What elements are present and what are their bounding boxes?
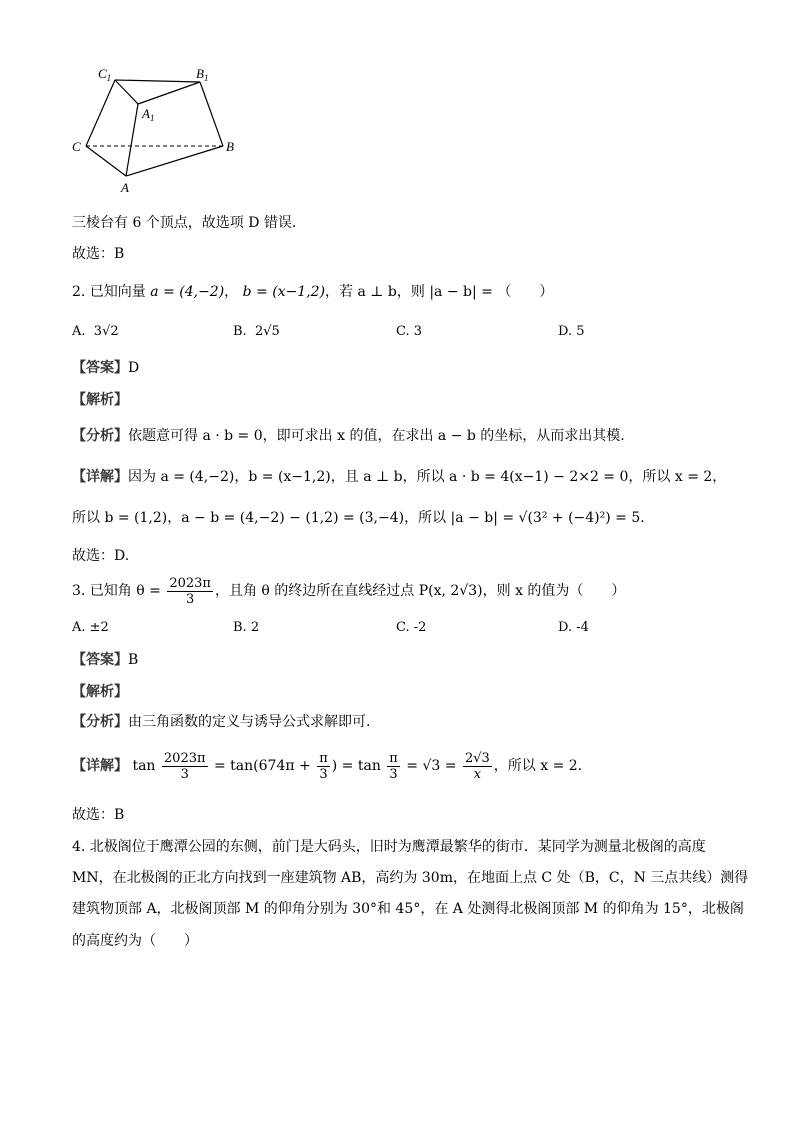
q2-option-b-value: 2√5	[254, 324, 280, 339]
q3-number: 3.	[72, 583, 86, 599]
edge-c1-b1	[115, 80, 200, 82]
q4-line-2: MN，在北极阁的正北方向找到一座建筑物 AB，高约为 30m，在地面上点 C 处（B，C，N 三点共线）测得	[72, 870, 749, 886]
label-c: C	[72, 139, 81, 154]
label-c1: $C_1$	[98, 66, 112, 83]
label-b: B	[226, 139, 234, 154]
q4-line-1: 4. 北极阁位于鹰潭公园的东侧，前门是大码头，旧时为鹰潭最繁华的街市．某同学为测量北极阁的高度	[72, 839, 706, 855]
q2-fenxi: 【分析】依题意可得 a · b = 0，即可求出 x 的值，在求出 a − b 的坐标，从而求出其模.	[72, 428, 625, 444]
q2-a-vector: a = (4,−2)	[150, 284, 225, 300]
edge-b-b1	[200, 82, 223, 146]
edge-c1-a1	[115, 80, 138, 104]
label-b1: $B_1$	[196, 66, 209, 83]
edge-c-a	[86, 146, 126, 176]
q2-analysis-tag: 【解析】	[72, 392, 128, 408]
q2-answer: 【答案】D	[72, 360, 140, 376]
q2-option-a: A. 3√2	[72, 324, 119, 339]
q1-choice: 故选：B	[72, 246, 125, 262]
q2-number: 2.	[72, 284, 86, 300]
q3-option-a: A. ±2	[72, 620, 109, 635]
q2-choice: 故选：D.	[72, 548, 130, 564]
q3-stem: 3. 已知角 θ = $\frac{2023\pi}{3}$ ，且角 θ 的终边所在直线经过点 P(x, 2√3)，则 x 的值为（ ）	[72, 575, 626, 607]
q3-theta-fraction: $\frac{2023\pi}{3}$	[169, 575, 211, 607]
label-a: A	[121, 180, 129, 195]
q3-analysis-tag: 【解析】	[72, 684, 128, 700]
q3-detail: 【详解】 tan $\frac{2023\pi}{3}$ = tan(674π + $\frac{\pi}{3}$ ) = tan $\frac{\pi}{3}$ = √3 = $\frac{2√3}{x}$ ，所以 x = 2.	[72, 750, 583, 782]
q2-b-vector: b = (x−1,2)	[242, 284, 326, 300]
q2-option-d: D. 5	[558, 324, 585, 339]
q4-line-3: 建筑物顶部 A，北极阁顶部 M 的仰角分别为 30°和 45°，在 A 处测得北极阁顶部 M 的仰角为 15°，北极阁	[72, 901, 744, 917]
q1-conclusion: 三棱台有 6 个顶点，故选项 D 错误.	[72, 215, 297, 231]
q3-option-d: D. -4	[558, 620, 589, 635]
edge-c-c1	[86, 80, 115, 146]
label-a1: $A_1$	[142, 106, 155, 123]
q2-option-a-value: 3√2	[93, 324, 119, 339]
q3-option-c: C. -2	[396, 620, 427, 635]
q2-detail-1: 【详解】因为 a = (4,−2)，b = (x−1,2)，且 a ⊥ b，所以 a · b = 4(x−1) − 2×2 = 0，所以 x = 2，	[72, 469, 727, 485]
edge-a-a1	[126, 104, 138, 176]
q2-condition: ，若 a ⊥ b，则 |a − b| = （ ）	[325, 284, 554, 300]
q2-option-b: B. 2√5	[233, 324, 280, 339]
edge-a-b	[126, 146, 223, 176]
q2-option-c: C. 3	[396, 324, 423, 339]
q4-line-4: 的高度约为（ ）	[72, 933, 198, 949]
q2-stem-prefix: 已知向量	[89, 284, 146, 300]
edge-a1-b1	[138, 82, 200, 104]
q2-detail-2: 所以 b = (1,2)，a − b = (4,−2) − (1,2) = (3,−4)，所以 |a − b| = √(3² + (−4)²) = 5.	[72, 510, 645, 526]
q3-option-b: B. 2	[233, 620, 260, 635]
q2-stem: 2. 已知向量 a = (4,−2)， b = (x−1,2)，若 a ⊥ b，则 |a − b| = （ ）	[72, 284, 554, 300]
frustum-figure	[70, 62, 250, 202]
q3-answer: 【答案】B	[72, 652, 139, 668]
q3-choice: 故选：B	[72, 807, 125, 823]
q3-fenxi: 【分析】由三角函数的定义与诱导公式求解即可.	[72, 714, 371, 730]
